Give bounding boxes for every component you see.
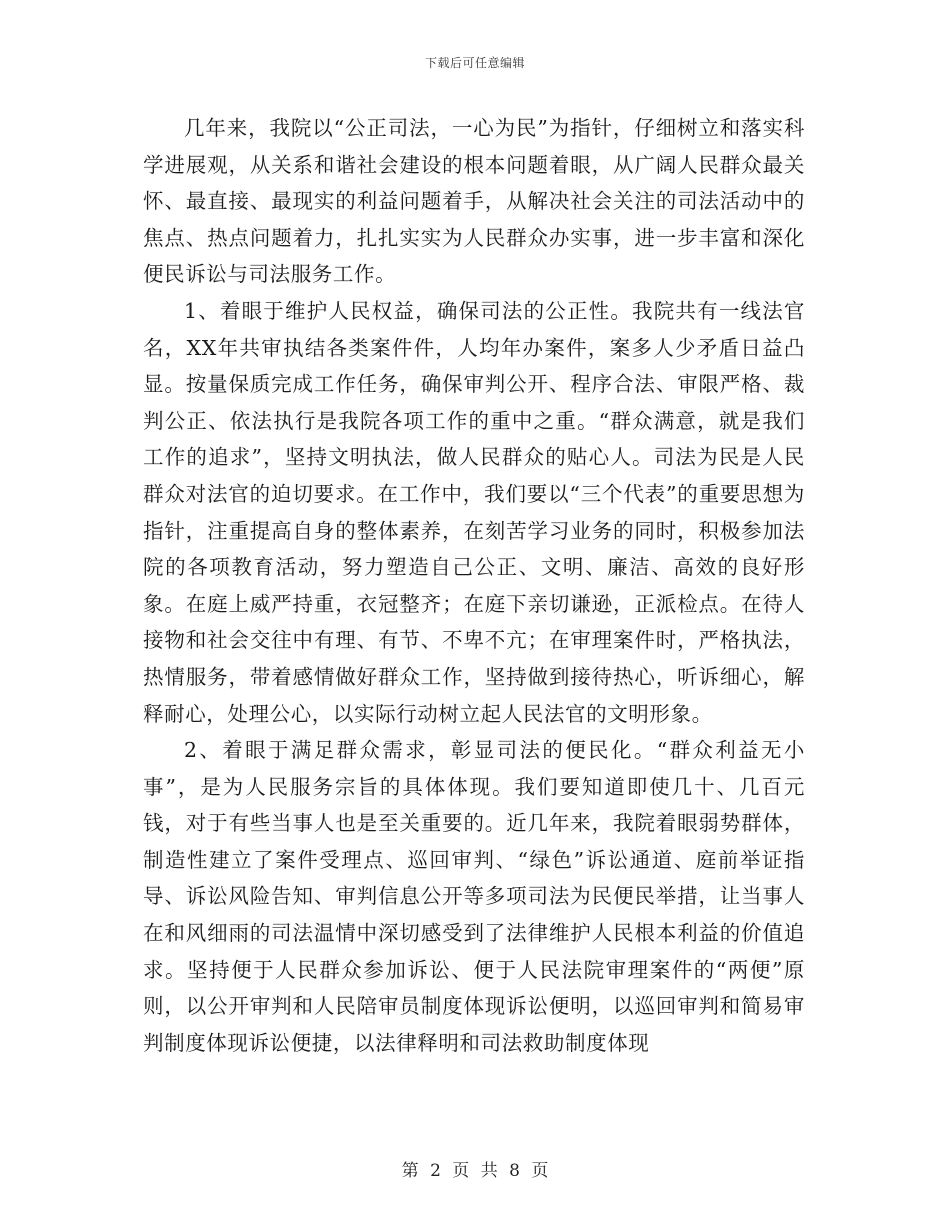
paragraph-point-1: 1、着眼于维护人民权益，确保司法的公正性。我院共有一线法官名，XX年共审执结各类案件件，人均年办案件，案多人少矛盾日益凸显。按量保质完成工作任务，确保审判公开、程序合法、审限严格、裁判公正、依法执行是我院各项工作的重中之重。“群众满意，就是我们工作的追求”，坚持文明执法，做人民群众的贴心人。司法为民是人民群众对法官的迫切要求。在工作中，我们要以“三个代表”的重要思想为指针，注重提高自身的整体素养，在刻苦学习业务的同时，积极参加法院的各项教育活动，努力塑造自己公正、文明、廉洁、高效的良好形象。在庭上威严持重，衣冠整齐；在庭下亲切谦逊，正派检点。在待人接物和社会交往中有理、有节、不卑不亢；在审理案件时，严格执法，热情服务，带着感情做好群众工作，坚持做到接待热心，听诉细心，解释耐心，处理公心，以实际行动树立起人民法官的文明形象。	[143, 298, 805, 726]
document-body	[143, 110, 805, 1061]
paragraph-point-2: 2、着眼于满足群众需求，彰显司法的便民化。“群众利益无小事”，是为人民服务宗旨的具体体现。我们要知道即使几十、几百元钱，对于有些当事人也是至关重要的。近几年来，我院着眼弱势群体，制造性建立了案件受理点、巡回审判、“绿色”诉讼通道、庭前举证指导、诉讼风险告知、审判信息公开等多项司法为民便民举措，让当事人在和风细雨的司法温情中深切感受到了法律维护人民根本利益的价值追求。坚持便于人民群众参加诉讼、便于人民法院审理案件的“两便”原则，以公开审判和人民陪审员制度体现诉讼便明，以巡回审判和简易审判制度体现诉讼便捷，以法律释明和司法救助制度体现	[143, 738, 805, 1055]
paragraph-intro: 几年来，我院以“公正司法，一心为民”为指针，仔细树立和落实科学进展观，从关系和谐社会建设的根本问题着眼，从广阔人民群众最关怀、最直接、最现实的利益问题着手，从解决社会关注的司法活动中的焦点、热点问题着力，扎扎实实为人民群众办实事，进一步丰富和深化便民诉讼与司法服务工作。	[143, 116, 805, 287]
page-number: 第 2 页 共 8 页	[401, 1161, 549, 1181]
page-header: 下载后可任意编辑	[424, 56, 525, 70]
